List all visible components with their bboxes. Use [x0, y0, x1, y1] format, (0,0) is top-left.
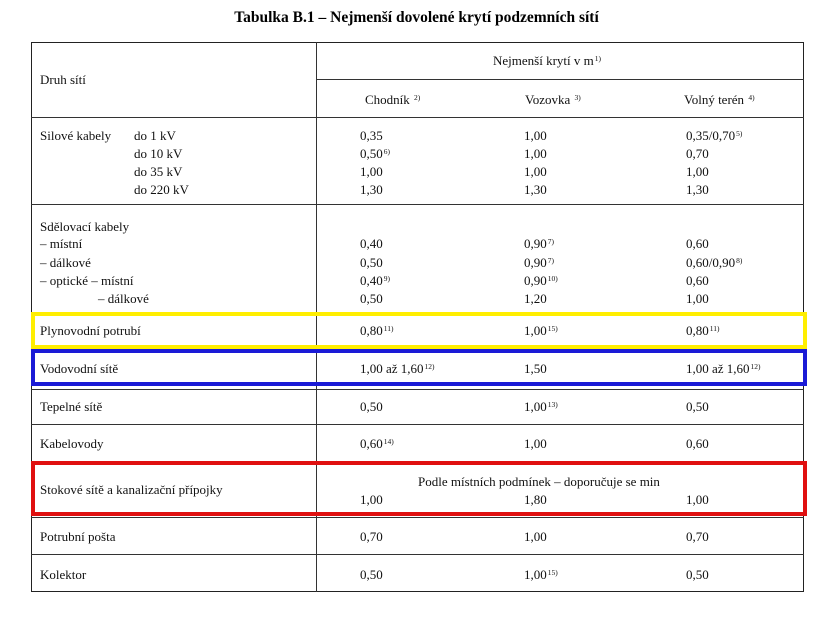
- row-label-stokove: Stokové sítě a kanalizační přípojky: [40, 482, 223, 497]
- cell-volny-teren: 0,70: [686, 146, 709, 161]
- cell-volny-teren: 1,00 až 1,60$^{12)}$: [686, 361, 761, 376]
- divider: [31, 424, 804, 425]
- cell-volny-teren: 1,00: [686, 164, 709, 179]
- table-title: Tabulka B.1 – Nejmenší dovolené krytí podzemních sítí: [234, 9, 599, 26]
- header-druh: Druh sítí: [40, 72, 86, 87]
- cell-vozovka: 1,00$^{15)}$: [524, 567, 558, 582]
- cell-chodnik: 0,60$^{14)}$: [360, 436, 394, 451]
- cell-vozovka: 1,80: [524, 492, 547, 507]
- cell-volny-teren: 1,30: [686, 182, 709, 197]
- row-label-potrubni-posta: Potrubní pošta: [40, 529, 116, 544]
- cell-vozovka: 1,00$^{15)}$: [524, 323, 558, 338]
- header-col-volny-teren: Volný terén $^{4)}$: [684, 92, 755, 107]
- cell-vozovka: 0,90$^{10)}$: [524, 273, 558, 288]
- cell-chodnik: 0,50: [360, 291, 383, 306]
- cell-vozovka: 1,00: [524, 164, 547, 179]
- cell-volny-teren: 0,70: [686, 529, 709, 544]
- header-nejmensi: Nejmenší krytí v $m^{1)}$: [493, 53, 601, 68]
- cell-vozovka: 0,90$^{7)}$: [524, 255, 554, 270]
- cell-volny-teren: 0,60: [686, 236, 709, 251]
- divider: [31, 554, 804, 555]
- row-label-sdelovaci: Sdělovací kabely: [40, 219, 130, 234]
- cell-vozovka: 1,30: [524, 182, 547, 197]
- cell-volny-teren: 0,50: [686, 567, 709, 582]
- sub-label: do 220 kV: [134, 182, 189, 197]
- cell-chodnik: 0,40: [360, 236, 383, 251]
- cell-volny-teren: 0,60: [686, 436, 709, 451]
- cell-chodnik: 1,00 až 1,60$^{12)}$: [360, 361, 435, 376]
- cell-chodnik: 1,00: [360, 164, 383, 179]
- cell-volny-teren: 0,35/0,70$^{5)}$: [686, 128, 743, 143]
- sub-label: – dálkové: [98, 291, 149, 306]
- cell-vozovka: 1,20: [524, 291, 547, 306]
- row-label-plynovodni: Plynovodní potrubí: [40, 323, 141, 338]
- stokove-note: Podle místních podmínek – doporučuje se min: [418, 474, 660, 489]
- divider: [316, 79, 804, 80]
- cell-vozovka: 0,90$^{7)}$: [524, 236, 554, 251]
- divider: [31, 389, 804, 390]
- cell-volny-teren: 0,80$^{11)}$: [686, 323, 720, 338]
- cell-chodnik: 1,00: [360, 492, 383, 507]
- cell-volny-teren: 1,00: [686, 492, 709, 507]
- sub-label: – optické – místní: [40, 273, 134, 288]
- sub-label: do 1 kV: [134, 128, 176, 143]
- cell-vozovka: 1,00: [524, 146, 547, 161]
- cell-vozovka: 1,00: [524, 128, 547, 143]
- cell-chodnik: 0,35: [360, 128, 383, 143]
- cell-chodnik: 0,70: [360, 529, 383, 544]
- cell-vozovka: 1,00: [524, 529, 547, 544]
- cell-volny-teren: 0,60: [686, 273, 709, 288]
- divider: [31, 204, 804, 205]
- row-label-vodovodni: Vodovodní sítě: [40, 361, 119, 376]
- cell-chodnik: 1,30: [360, 182, 383, 197]
- sub-label: – místní: [40, 236, 83, 251]
- sub-label: do 10 kV: [134, 146, 183, 161]
- cell-vozovka: 1,00$^{13)}$: [524, 399, 558, 414]
- row-label-silove: Silové kabely: [40, 128, 112, 143]
- header-col-chodnik: Chodník $^{2)}$: [365, 92, 421, 107]
- cell-vozovka: 1,00: [524, 436, 547, 451]
- cell-volny-teren: 0,50: [686, 399, 709, 414]
- cell-chodnik: 0,50: [360, 567, 383, 582]
- divider: [31, 117, 804, 118]
- cell-chodnik: 0,40$^{9)}$: [360, 273, 390, 288]
- sub-label: do 35 kV: [134, 164, 183, 179]
- row-label-kolektor: Kolektor: [40, 567, 87, 582]
- row-label-kabelovody: Kabelovody: [40, 436, 104, 451]
- cell-chodnik: 0,50: [360, 255, 383, 270]
- cell-volny-teren: 0,60/0,90$^{8)}$: [686, 255, 743, 270]
- header-col-vozovka: Vozovka $^{3)}$: [525, 92, 581, 107]
- cell-chodnik: 0,50: [360, 399, 383, 414]
- divider: [31, 517, 804, 518]
- cell-chodnik: 0,80$^{11)}$: [360, 323, 394, 338]
- row-label-tepelne: Tepelné sítě: [40, 399, 103, 414]
- cell-vozovka: 1,50: [524, 361, 547, 376]
- cell-volny-teren: 1,00: [686, 291, 709, 306]
- sub-label: – dálkové: [40, 255, 91, 270]
- cell-chodnik: 0,50$^{6)}$: [360, 146, 390, 161]
